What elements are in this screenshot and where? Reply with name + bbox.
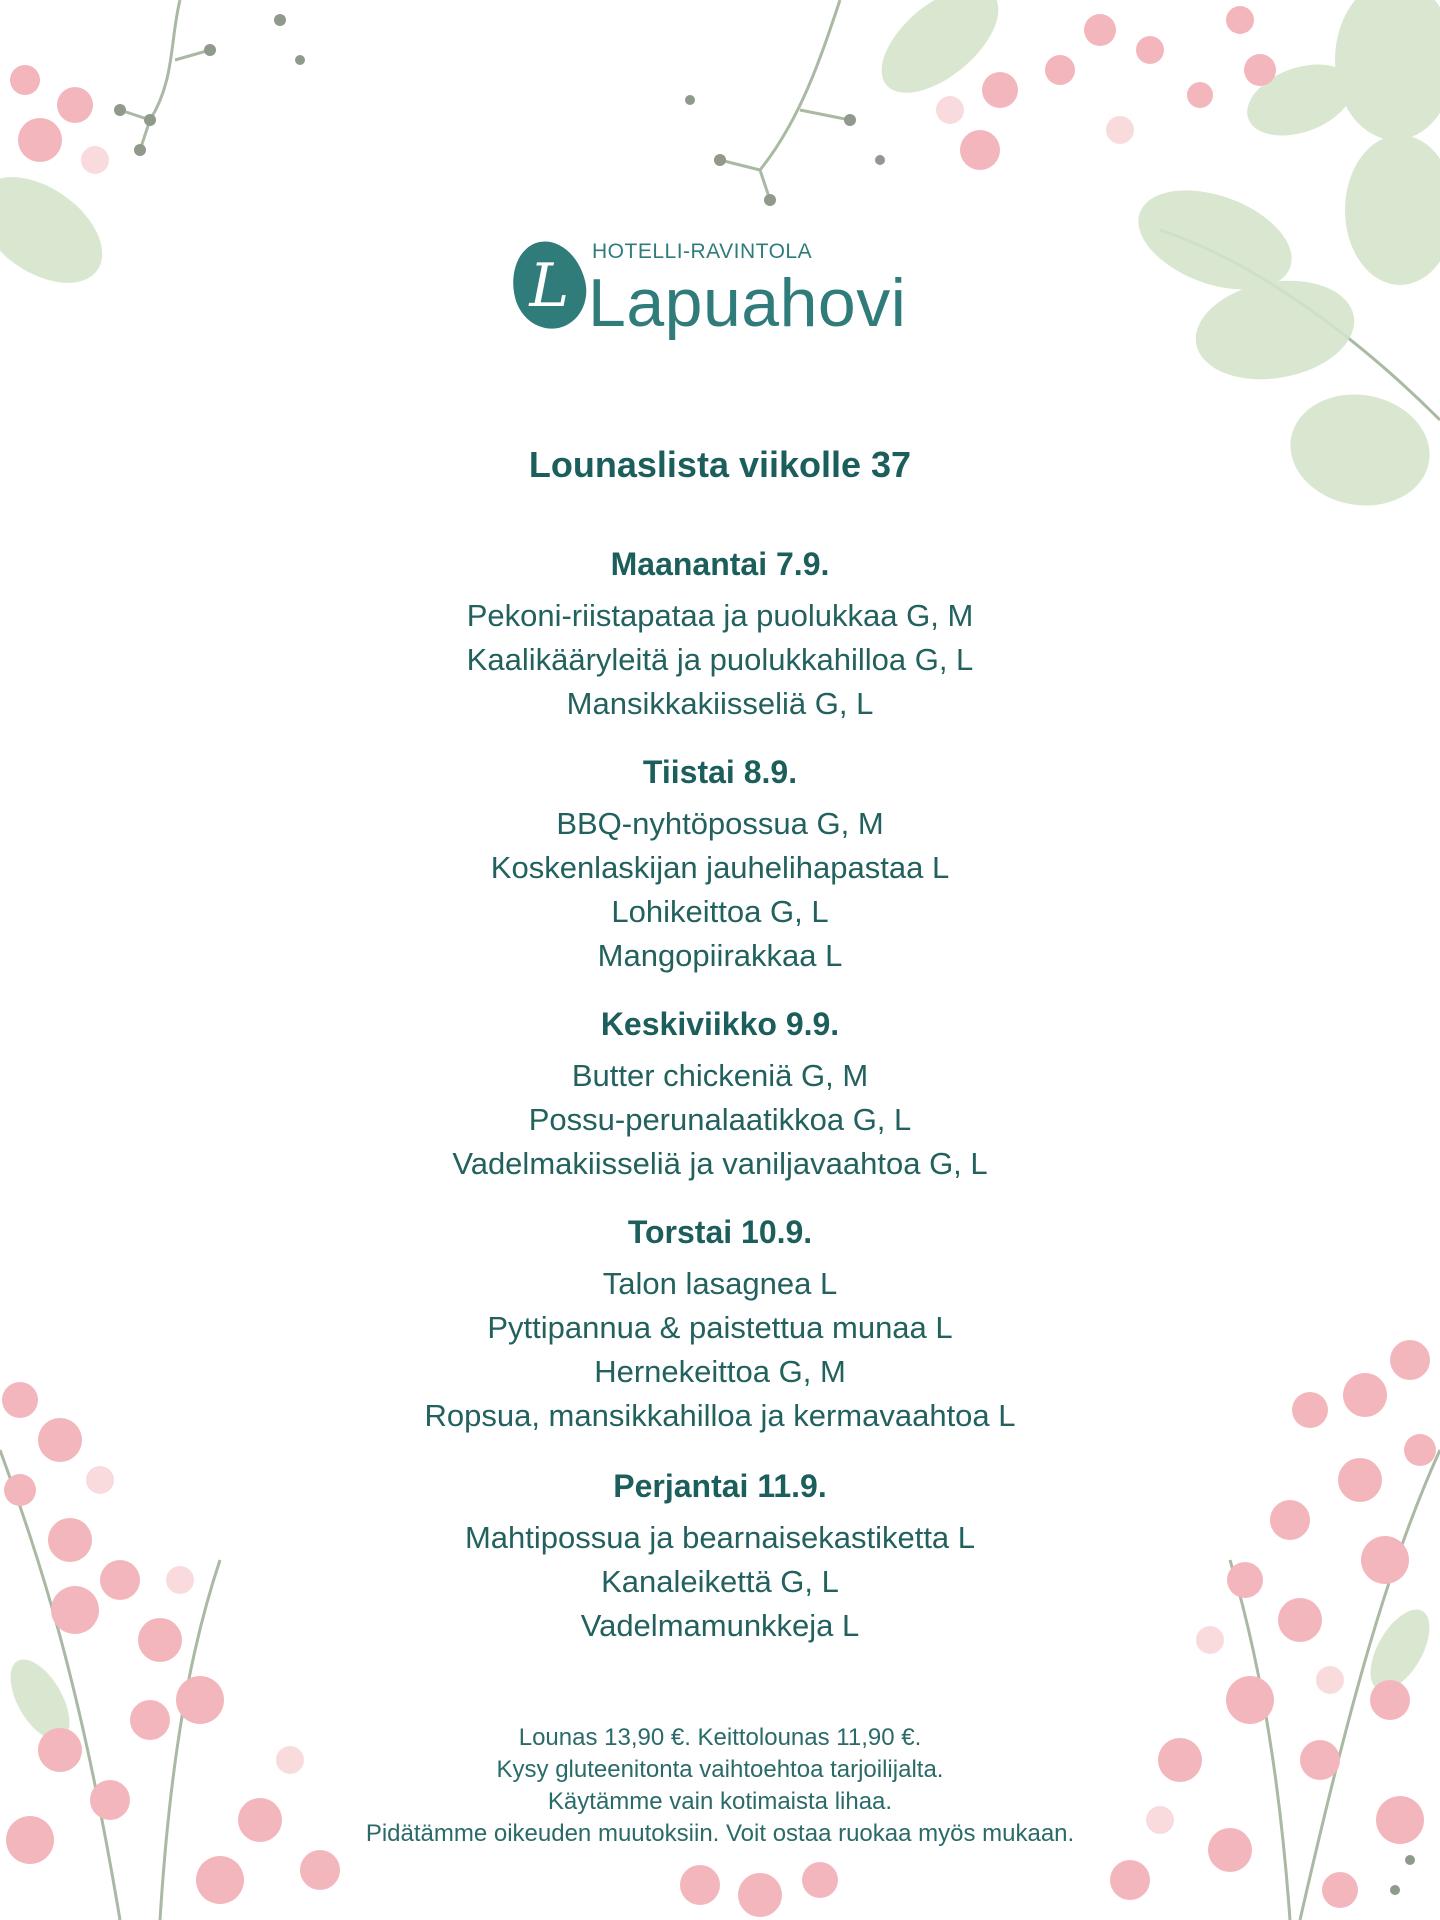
menu-title: Lounaslista viikolle 37 — [528, 444, 912, 485]
dish-item: Mansikkakiisseliä G, L — [566, 686, 874, 721]
dish-item: Vadelmamunkkeja L — [580, 1608, 860, 1643]
day-section-wednesday — [0, 1002, 1440, 1186]
dish-item: Lohikeittoa G, L — [611, 894, 829, 929]
day-name: Perjantai 11.9. — [613, 1468, 827, 1504]
day-section-monday — [0, 542, 1440, 726]
dish-item: Ropsua, mansikkahilloa ja kermavaahtoa L — [424, 1398, 1016, 1433]
dish-item: Vadelmakiisseliä ja vaniljavaahtoa G, L — [452, 1146, 988, 1181]
logo-monogram: L — [529, 250, 570, 321]
day-name: Tiistai 8.9. — [642, 754, 798, 790]
logo-monogram-icon — [503, 234, 594, 337]
dish-item: Mangopiirakkaa L — [597, 938, 843, 973]
day-name: Torstai 10.9. — [627, 1214, 813, 1250]
day-name: Keskiviikko 9.9. — [600, 1006, 840, 1042]
footer-line-changes: Pidätämme oikeuden muutoksiin. Voit ostaa ruokaa myös mukaan. — [365, 1820, 1075, 1847]
dish-item: Hernekeittoa G, M — [594, 1354, 846, 1389]
footer-line-meat: Käytämme vain kotimaista lihaa. — [547, 1788, 893, 1815]
day-section-tuesday — [0, 750, 1440, 978]
dish-item: BBQ-nyhtöpossua G, M — [556, 806, 884, 841]
footer-line-gluten: Kysy gluteenitonta vaihtoehtoa tarjoilijalta. — [496, 1756, 944, 1783]
dish-item: Pekoni-riistapataa ja puolukkaa G, M — [466, 598, 974, 633]
dish-item: Mahtipossua ja bearnaisekastiketta L — [464, 1520, 976, 1555]
footer-notes — [0, 1722, 1440, 1850]
logo-subtitle: HOTELLI-RAVINTOLA — [592, 240, 813, 263]
footer-line-prices: Lounas 13,90 €. Keittolounas 11,90 €. — [518, 1724, 922, 1751]
lapuahovi-logo — [510, 236, 930, 346]
dish-item: Butter chickeniä G, M — [571, 1058, 869, 1093]
day-section-friday — [0, 1464, 1440, 1648]
dish-item: Possu-perunalaatikkoa G, L — [528, 1102, 912, 1137]
day-name: Maanantai 7.9. — [610, 546, 830, 582]
dish-item: Kanaleikettä G, L — [601, 1564, 839, 1599]
day-section-thursday — [0, 1210, 1440, 1438]
dish-item: Pyttipannua & paistettua munaa L — [487, 1310, 953, 1345]
logo-name: Lapuahovi — [588, 265, 907, 341]
dish-item: Talon lasagnea L — [602, 1266, 838, 1301]
dish-item: Kaalikääryleitä ja puolukkahilloa G, L — [466, 642, 974, 677]
dish-item: Koskenlaskijan jauhelihapastaa L — [490, 850, 950, 885]
